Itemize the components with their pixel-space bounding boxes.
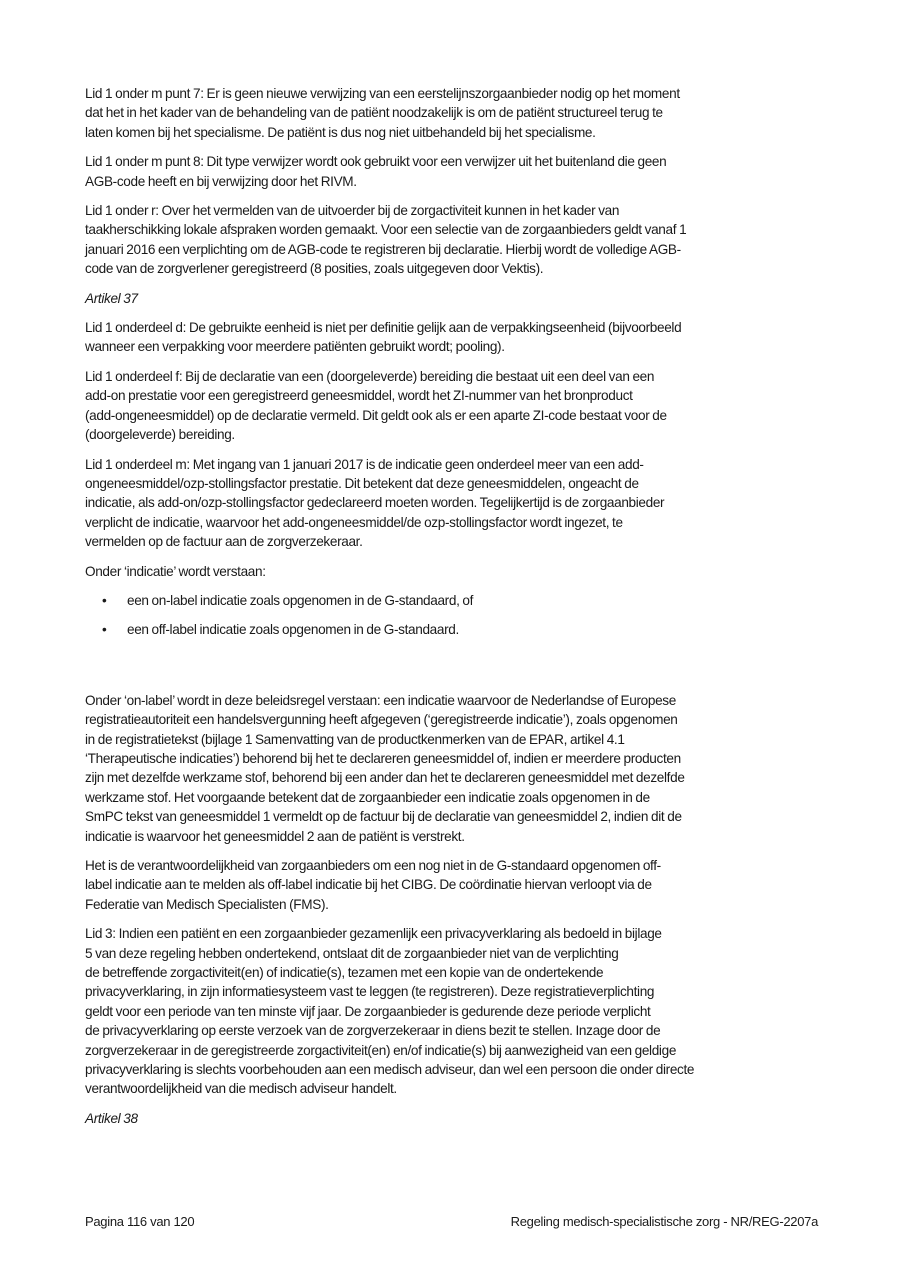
paragraph-lid1-m-punt8 [85, 152, 820, 191]
text-line: privacyverklaring is slechts voorbehouden aan een medisch adviseur, dan wel een persoon die onder directe [85, 1062, 695, 1078]
text-line: Lid 1 onderdeel m: Met ingang van 1 januari 2017 is de indicatie geen onderdeel meer van een add- [85, 456, 644, 472]
text-line: SmPC tekst van geneesmiddel 1 vermeldt op de factuur bij de declaratie van geneesmiddel 2, indien dit de [85, 809, 682, 825]
text-line: add-on prestatie voor een geregistreerd geneesmiddel, wordt het ZI-nummer van het bronproduct [85, 388, 633, 404]
bullet-icon: • [102, 622, 107, 638]
text-line: privacyverklaring, in zijn informatiesysteem vast te leggen (te registreren). Deze registratieverplichting [85, 984, 655, 1000]
text-line: taakherschikking lokale afspraken worden gemaakt. Voor een selectie van de zorgaanbieders geldt vanaf 1 [85, 222, 687, 238]
paragraph-lid1-onderdeel-d [85, 318, 820, 357]
paragraph-indicatie-intro [85, 562, 820, 581]
text-line: (doorgeleverde) bereiding. [85, 427, 235, 443]
page-footer [85, 1214, 818, 1229]
text-line: wanneer een verpakking voor meerdere patiënten gebruikt wordt; pooling). [85, 339, 505, 355]
text-line: Onder ‘on-label’ wordt in deze beleidsregel verstaan: een indicatie waarvoor de Nederlandse of Europese [85, 692, 676, 708]
heading-artikel-38: Artikel 38 [85, 1110, 138, 1126]
paragraph-verantwoordelijkheid [85, 856, 820, 914]
text-line: Lid 1 onder r: Over het vermelden van de uitvoerder bij de zorgactiviteit kunnen in het kader van [85, 203, 620, 219]
text-line: Lid 1 onderdeel f: Bij de declaratie van een (doorgeleverde) bereiding die bestaat uit een deel van een [85, 368, 655, 384]
text-line: Federatie van Medisch Specialisten (FMS). [85, 896, 329, 912]
text-line: vermelden op de factuur aan de zorgverzekeraar. [85, 534, 363, 550]
text-line: AGB-code heeft en bij verwijzing door het RIVM. [85, 173, 357, 189]
text-line: dat het in het kader van de behandeling van de patiënt noodzakelijk is om de patiënt structureel terug te [85, 105, 663, 121]
text-line: ongeneesmiddel/ozp-stollingsfactor prestatie. Dit betekent dat deze geneesmiddelen, ongeacht de [85, 475, 639, 491]
text-line: verantwoordelijkheid van die medisch adviseur handelt. [85, 1081, 397, 1097]
text-line: indicatie is waarvoor het geneesmiddel 2 aan de patiënt is verstrekt. [85, 828, 465, 844]
paragraph-lid1-m-punt7 [85, 84, 820, 142]
spacer [85, 650, 820, 691]
text-line: Lid 1 onder m punt 8: Dit type verwijzer wordt ook gebruikt voor een verwijzer uit het buitenland die geen [85, 154, 667, 170]
text-line: geldt voor een periode van ten minste vijf jaar. De zorgaanbieder is gedurende deze periode verplicht [85, 1003, 651, 1019]
text-line: de privacyverklaring op eerste verzoek van de zorgverzekeraar in diens bezit te stellen. Inzage door de [85, 1023, 661, 1039]
text-line: 5 van deze regeling hebben ondertekend, ontslaat dit de zorgaanbieder niet van de verplichting [85, 945, 619, 961]
text-line: laten komen bij het specialisme. De patiënt is dus nog niet uitbehandeld bij het specialisme. [85, 124, 596, 140]
document-title: Regeling medisch-specialistische zorg - NR/REG-2207a [510, 1214, 818, 1229]
text-line: januari 2016 een verplichting om de AGB-code te registreren bij declaratie. Hierbij wordt de volledige AGB- [85, 241, 681, 257]
text-line: Lid 1 onderdeel d: De gebruikte eenheid is niet per definitie gelijk aan de verpakkingseenheid (bijvoorbeeld [85, 320, 682, 336]
text-line: Lid 1 onder m punt 7: Er is geen nieuwe verwijzing van een eerstelijnszorgaanbieder nodig op het moment [85, 86, 680, 101]
text-line: indicatie, als add-on/ozp-stollingsfactor gedeclareerd moeten worden. Tegelijkertijd is de zorgaanbieder [85, 495, 665, 511]
text-line: in de registratietekst (bijlage 1 Samenvatting van de productkenmerken van de EPAR, artikel 4.1 [85, 731, 625, 747]
text-line: ‘Therapeutische indicaties’) behorend bij het te declareren geneesmiddel of, indien er meerdere producten [85, 750, 681, 766]
document-page [85, 84, 820, 1138]
paragraph-lid1-r [85, 201, 820, 279]
text-line: Onder ‘indicatie’ wordt verstaan: [85, 563, 266, 579]
text-line: Lid 3: Indien een patiënt en een zorgaanbieder gezamenlijk een privacyverklaring als bedoeld in bijlage [85, 926, 662, 942]
text-line: label indicatie aan te melden als off-label indicatie bij het CIBG. De coördinatie hiervan verloopt via de [85, 877, 652, 893]
text-line: werkzame stof. Het voorgaande betekent dat de zorgaanbieder een indicatie zoals opgenomen in de [85, 789, 650, 805]
text-line: de betreffende zorgactiviteit(en) of indicatie(s), tezamen met een kopie van de ondertekende [85, 965, 604, 981]
bullet-icon: • [102, 592, 107, 608]
paragraph-lid1-onderdeel-f [85, 367, 820, 445]
text-line: Het is de verantwoordelijkheid van zorgaanbieders om een nog niet in de G-standaard opgenomen off- [85, 858, 661, 873]
page-number: Pagina 116 van 120 [85, 1214, 195, 1229]
indicatie-bullet-list [85, 591, 820, 640]
paragraph-on-label [85, 691, 820, 846]
paragraph-lid3 [85, 924, 820, 1099]
heading-artikel-37: Artikel 37 [85, 290, 138, 306]
text-line: verplicht de indicatie, waarvoor het add-ongeneesmiddel/de ozp-stollingsfactor wordt ingezet, te [85, 514, 623, 530]
text-line: registratieautoriteit een handelsvergunning heeft afgegeven (‘geregistreerde indicatie’), zoals opgenomen [85, 712, 678, 728]
text-line: zijn met dezelfde werkzame stof, behorend bij een ander dan het te declareren geneesmiddel met dezelfde [85, 770, 685, 786]
bullet-text: een off-label indicatie zoals opgenomen in de G-standaard. [127, 622, 459, 638]
paragraph-lid1-onderdeel-m [85, 455, 820, 552]
bullet-item [85, 591, 820, 610]
text-line: zorgverzekeraar in de geregistreerde zorgactiviteit(en) en/of indicatie(s) bij aanwezigheid van een geldige [85, 1042, 677, 1058]
text-line: (add-ongeneesmiddel) op de declaratie vermeld. Dit geldt ook als er een aparte ZI-code bestaat voor de [85, 407, 667, 423]
bullet-item [85, 620, 820, 639]
bullet-text: een on-label indicatie zoals opgenomen in de G-standaard, of [127, 592, 474, 608]
text-line: code van de zorgverlener geregistreerd (8 posities, zoals uitgegeven door Vektis). [85, 261, 544, 277]
